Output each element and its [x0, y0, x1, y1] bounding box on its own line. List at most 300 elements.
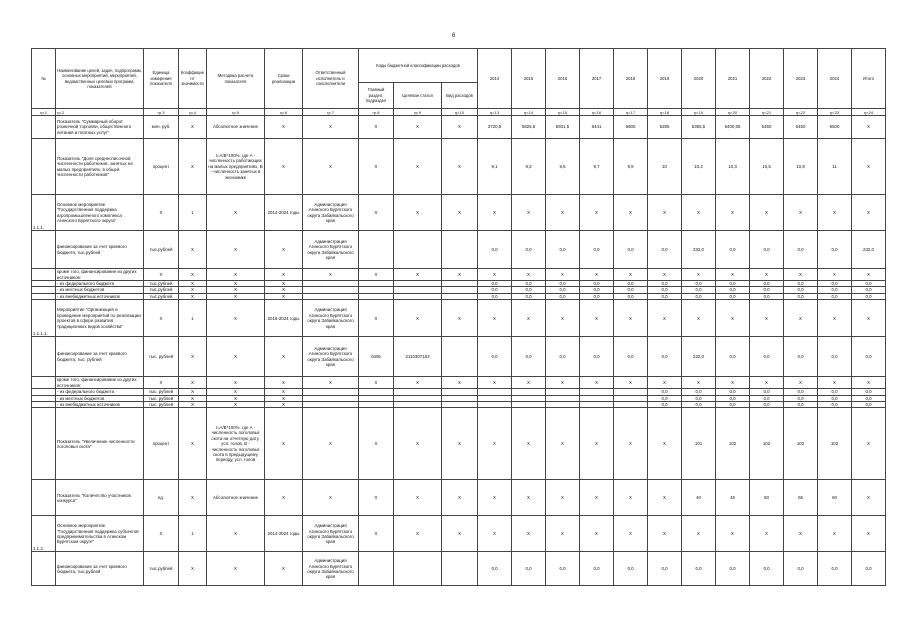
year-value-cell: Х: [852, 116, 886, 139]
table-cell: тыс.рублей: [144, 281, 179, 287]
year-value-cell: Х: [818, 377, 852, 389]
table-cell: Х: [179, 389, 207, 395]
table-cell: Х: [303, 480, 359, 516]
row-title: Мероприятие "Организация и проведение мероприятий по реализации проектов в сфере развития традиционных видов хозяйства": [56, 300, 144, 337]
table-cell: Х: [359, 300, 394, 337]
header-year: 2023: [784, 49, 818, 109]
year-value-cell: Х: [852, 408, 886, 480]
table-cell: Администрация Агинского Бурятского округа Забайкальского края: [303, 516, 359, 552]
year-value-cell: 0,0: [478, 337, 512, 377]
year-value-cell: 0,0: [580, 287, 614, 293]
table-cell: Х: [394, 269, 442, 281]
table-cell: Х: [303, 269, 359, 281]
year-value-cell: 0,0: [580, 231, 614, 269]
table-row: [32, 231, 886, 269]
year-value-cell: 0,0: [818, 337, 852, 377]
year-value-cell: Х: [614, 300, 648, 337]
table-cell: Х: [179, 337, 207, 377]
page-number: 6: [452, 33, 456, 39]
year-value-cell: 9,1: [478, 139, 512, 195]
table-cell: Х: [265, 395, 303, 401]
header-year: 2014: [478, 49, 512, 109]
table-cell: Х: [394, 480, 442, 516]
year-value-cell: 0,0: [614, 293, 648, 299]
year-value-cell: 0,0: [818, 389, 852, 395]
year-value-cell: Х: [512, 408, 546, 480]
table-cell: Х: [179, 552, 207, 586]
table-cell: млн. руб.: [144, 116, 179, 139]
table-cell: Х: [265, 287, 303, 293]
year-value-cell: Х: [750, 300, 784, 337]
year-value-cell: Х: [852, 300, 886, 337]
year-value-cell: 5931,5: [546, 116, 580, 139]
table-cell: 2019-2024 годы: [265, 300, 303, 337]
year-value-cell: 6400,05: [716, 116, 750, 139]
year-value-cell: 6600: [614, 116, 648, 139]
row-title: - из местных бюджетов: [56, 395, 144, 401]
column-number: гр.5: [207, 109, 265, 116]
table-cell: Х: [303, 408, 359, 480]
year-value-cell: Х: [784, 377, 818, 389]
year-value-cell: 0,0: [682, 293, 716, 299]
year-value-cell: 0,0: [546, 293, 580, 299]
header-budget-codes: Коды бюджетной классификации расходов: [359, 49, 478, 83]
year-value-cell: Х: [750, 195, 784, 231]
column-number: гр.3: [144, 109, 179, 116]
year-value-cell: Х: [546, 300, 580, 337]
table-cell: Х: [207, 552, 265, 586]
year-value-cell: 0,0: [648, 337, 682, 377]
column-number: гр.22: [784, 109, 818, 116]
year-value-cell: Х: [648, 195, 682, 231]
year-value-cell: 5825,5: [512, 116, 546, 139]
column-number: гр.23: [818, 109, 852, 116]
table-row: [32, 269, 886, 281]
table-cell: Х: [359, 269, 394, 281]
year-value-cell: 0,0: [546, 552, 580, 586]
table-cell: Х: [207, 293, 265, 299]
year-value-cell: 0,0: [750, 281, 784, 287]
table-cell: [394, 552, 442, 586]
year-value-cell: 0,0: [512, 293, 546, 299]
year-value-cell: Х: [852, 516, 886, 552]
year-value-cell: Х: [478, 300, 512, 337]
year-value-cell: 0,0: [818, 287, 852, 293]
year-value-cell: 0,0: [512, 287, 546, 293]
table-cell: [442, 231, 478, 269]
year-value-cell: 0,0: [614, 552, 648, 586]
table-cell: Х: [207, 402, 265, 408]
header-target: Целевая статья: [394, 83, 442, 109]
year-value-cell: 102: [818, 408, 852, 480]
year-value-cell: 0,0: [580, 337, 614, 377]
table-cell: [442, 552, 478, 586]
table-cell: процент: [144, 408, 179, 480]
year-value-cell: Х: [716, 300, 750, 337]
table-cell: Абсолютное значение: [207, 480, 265, 516]
year-value-cell: 0,0: [478, 293, 512, 299]
year-value-cell: Х: [784, 195, 818, 231]
table-cell: Х: [394, 377, 442, 389]
year-value-cell: Х: [648, 480, 682, 516]
year-value-cell: 0,0: [716, 231, 750, 269]
row-index: [32, 139, 56, 195]
row-title: - из внебюджетных источников: [56, 293, 144, 299]
year-value-cell: Х: [478, 269, 512, 281]
year-value-cell: 0,0: [648, 231, 682, 269]
table-cell: Х: [179, 402, 207, 408]
year-value-cell: 0,0: [716, 389, 750, 395]
row-title: - из федерального бюджета: [56, 281, 144, 287]
table-row: [32, 195, 886, 231]
year-value-cell: Х: [580, 408, 614, 480]
table-cell: 2110307163: [394, 337, 442, 377]
table-cell: Х: [394, 516, 442, 552]
table-cell: Х: [265, 389, 303, 395]
row-index: 1.1.2.: [32, 516, 56, 552]
table-cell: тыс. рублей: [144, 402, 179, 408]
table-cell: тыс.рублей: [144, 293, 179, 299]
table-cell: Администрация Агинского Бурятского округа Забайкальского края: [303, 337, 359, 377]
year-value-cell: Х: [784, 300, 818, 337]
column-number: гр.8: [359, 109, 394, 116]
year-value-cell: Х: [784, 269, 818, 281]
year-value-cell: 0,0: [682, 552, 716, 586]
year-value-cell: 0,0: [852, 552, 886, 586]
column-number: гр.4: [179, 109, 207, 116]
year-value-cell: 0,0: [818, 402, 852, 408]
year-value-cell: Х: [682, 300, 716, 337]
table-cell: Х: [359, 516, 394, 552]
table-cell: тыс. рублей: [144, 337, 179, 377]
year-value-cell: 0,0: [512, 552, 546, 586]
year-value-cell: Х: [512, 300, 546, 337]
year-value-cell: 0,0: [648, 293, 682, 299]
header-coef: Коэффициент значимости: [179, 49, 207, 109]
year-value-cell: Х: [478, 377, 512, 389]
year-value-cell: 0,0: [750, 395, 784, 401]
table-cell: Х: [207, 300, 265, 337]
table-cell: 2014-2024 годы: [265, 516, 303, 552]
year-value-cell: 0,0: [682, 402, 716, 408]
year-value-cell: 6355,5: [682, 116, 716, 139]
year-value-cell: 0,0: [648, 395, 682, 401]
row-index: [32, 337, 56, 377]
table-cell: тыс. рублей: [144, 395, 179, 401]
year-value-cell: 0,0: [852, 293, 886, 299]
header-year: 2018: [614, 49, 648, 109]
year-value-cell: 9,7: [580, 139, 614, 195]
row-title: Показатель "Увеличение численности поголовья скота": [56, 408, 144, 480]
table-cell: Х: [394, 300, 442, 337]
year-value-cell: Х: [852, 480, 886, 516]
column-number: гр.9: [394, 109, 442, 116]
table-cell: Х: [207, 281, 265, 287]
table-cell: Х: [359, 408, 394, 480]
year-value-cell: 232,0: [682, 337, 716, 377]
column-number: гр.13: [478, 109, 512, 116]
table-cell: тыс.рублей: [144, 552, 179, 586]
year-value-cell: 10: [648, 139, 682, 195]
column-number: гр.1: [32, 109, 56, 116]
table-cell: Х: [359, 116, 394, 139]
table-cell: Х: [207, 337, 265, 377]
year-value-cell: 102: [750, 408, 784, 480]
year-value-cell: Х: [818, 516, 852, 552]
row-title: финансирование за счет краевого бюджета, тыс.рублей: [56, 231, 144, 269]
table-cell: Х: [179, 231, 207, 269]
year-value-cell: Х: [614, 480, 648, 516]
table-row: [32, 516, 886, 552]
table-cell: Администрация Агинского Бурятского округа Забайкальского края: [303, 552, 359, 586]
year-value-cell: Х: [614, 269, 648, 281]
year-value-cell: 0,0: [784, 402, 818, 408]
year-value-cell: 0,0: [478, 231, 512, 269]
year-value-cell: Х: [852, 195, 886, 231]
table-cell: Х: [442, 408, 478, 480]
column-number: гр.17: [614, 109, 648, 116]
year-value-cell: Х: [580, 516, 614, 552]
table-cell: Х: [179, 293, 207, 299]
column-number: гр.20: [716, 109, 750, 116]
year-value-cell: Х: [648, 377, 682, 389]
column-number: гр.16: [580, 109, 614, 116]
year-value-cell: 0,0: [546, 337, 580, 377]
table-cell: процент: [144, 139, 179, 195]
year-value-cell: Х: [614, 516, 648, 552]
table-row: [32, 377, 886, 389]
year-value-cell: Х: [512, 195, 546, 231]
year-value-cell: Х: [648, 516, 682, 552]
header-method: Методика расчета показателя: [207, 49, 265, 109]
year-value-cell: 0,0: [512, 337, 546, 377]
table-cell: Х: [359, 377, 394, 389]
year-value-cell: 9,9: [614, 139, 648, 195]
year-value-cell: Х: [614, 408, 648, 480]
year-value-cell: 0,0: [852, 287, 886, 293]
year-value-cell: 0,0: [546, 287, 580, 293]
table-cell: I=A/B*100%, где А - численность поголовья скота на отчетную дату, усл. голов, В - численность поголовья скота в предыдущему периоду, усл. голов: [207, 408, 265, 480]
year-value-cell: 9,3: [512, 139, 546, 195]
table-cell: Х: [179, 139, 207, 195]
row-index: [32, 552, 56, 586]
year-value-cell: 10,8: [784, 139, 818, 195]
table-cell: Х: [359, 195, 394, 231]
year-value-cell: Х: [546, 377, 580, 389]
table-cell: Х: [144, 377, 179, 389]
year-value-cell: 0,0: [750, 552, 784, 586]
table-cell: Х: [442, 195, 478, 231]
table-cell: Х: [442, 480, 478, 516]
header-year: 2017: [580, 49, 614, 109]
year-value-cell: 10,3: [716, 139, 750, 195]
year-value-cell: 0,0: [784, 337, 818, 377]
year-value-cell: Х: [682, 195, 716, 231]
year-value-cell: Х: [852, 139, 886, 195]
year-value-cell: 6441: [580, 116, 614, 139]
row-title: кроме того, финансирование из других источников:: [56, 377, 144, 389]
table-cell: Х: [442, 377, 478, 389]
header-total: Итого: [852, 49, 886, 109]
year-value-cell: 10,2: [682, 139, 716, 195]
table-cell: Х: [179, 281, 207, 287]
year-value-cell: 0,0: [478, 287, 512, 293]
year-value-cell: 0,0: [750, 231, 784, 269]
year-value-cell: 0,0: [784, 281, 818, 287]
year-value-cell: 0,0: [614, 287, 648, 293]
year-value-cell: 0,0: [784, 389, 818, 395]
row-title: Показатель "Количество участников конкурса": [56, 480, 144, 516]
header-year: 2019: [648, 49, 682, 109]
year-value-cell: 0,0: [716, 395, 750, 401]
table-cell: Х: [265, 408, 303, 480]
year-value-cell: Х: [546, 269, 580, 281]
year-value-cell: Х: [716, 195, 750, 231]
year-value-cell: Х: [682, 516, 716, 552]
year-value-cell: 0,0: [546, 231, 580, 269]
row-title: Показатель "Доля среднесписочной численности работников, занятых на малых предприятиях, в общей численности работников": [56, 139, 144, 195]
row-title: Основное мероприятие "Государственная поддержка субъектов предпринимательства в Агинском Бурятском округе": [56, 516, 144, 552]
year-value-cell: 0,0: [648, 281, 682, 287]
year-value-cell: Х: [716, 377, 750, 389]
year-value-cell: 0,0: [818, 395, 852, 401]
column-number: гр.21: [750, 109, 784, 116]
row-title: - из внебюджетных источников: [56, 402, 144, 408]
table-cell: Х: [265, 231, 303, 269]
table-cell: Х: [265, 552, 303, 586]
table-row: [32, 552, 886, 586]
year-value-cell: Х: [580, 269, 614, 281]
table-cell: Х: [303, 377, 359, 389]
table-cell: 2014-2024 годы: [265, 195, 303, 231]
year-value-cell: 0,0: [784, 395, 818, 401]
program-table: [31, 48, 886, 586]
table-cell: Х: [359, 139, 394, 195]
year-value-cell: Х: [478, 195, 512, 231]
year-value-cell: Х: [682, 269, 716, 281]
year-value-cell: Х: [818, 269, 852, 281]
year-value-cell: 0,0: [648, 389, 682, 395]
year-value-cell: Х: [648, 269, 682, 281]
year-value-cell: 0,0: [614, 231, 648, 269]
header-year: 2022: [750, 49, 784, 109]
row-index: 1.1.1.: [32, 195, 56, 231]
table-cell: 1: [179, 300, 207, 337]
table-cell: Х: [179, 408, 207, 480]
row-title: - из местных бюджетов: [56, 287, 144, 293]
year-value-cell: Х: [512, 269, 546, 281]
year-value-cell: 0,0: [614, 337, 648, 377]
year-value-cell: Х: [580, 377, 614, 389]
column-number: гр.7: [303, 109, 359, 116]
table-cell: Х: [144, 195, 179, 231]
year-value-cell: 6285: [648, 116, 682, 139]
year-value-cell: 0,0: [818, 231, 852, 269]
row-title: Показатель "Суммарный оборот розничной торговли, общественного питания и платных услуг": [56, 116, 144, 139]
header-period: Сроки реализации: [265, 49, 303, 109]
row-title: Основное мероприятие "Государственная поддержка агропромышленного комплекса Агинского Бурятского округа": [56, 195, 144, 231]
table-cell: Х: [303, 116, 359, 139]
header-unit: Единица измерения показателя: [144, 49, 179, 109]
table-cell: 1: [179, 195, 207, 231]
row-index: [32, 408, 56, 480]
table-cell: Х: [442, 139, 478, 195]
year-value-cell: 55: [784, 480, 818, 516]
table-cell: Х: [442, 516, 478, 552]
year-value-cell: Х: [852, 377, 886, 389]
table-cell: Х: [394, 195, 442, 231]
table-cell: Х: [207, 231, 265, 269]
table-cell: Х: [265, 402, 303, 408]
table-cell: Х: [265, 116, 303, 139]
year-value-cell: Х: [818, 300, 852, 337]
table-cell: Х: [394, 408, 442, 480]
year-value-cell: Х: [784, 516, 818, 552]
column-number: гр.6: [265, 109, 303, 116]
table-row: [32, 408, 886, 480]
row-title: - из федерального бюджета: [56, 389, 144, 395]
column-number: гр.19: [682, 109, 716, 116]
year-value-cell: 11: [818, 139, 852, 195]
year-value-cell: Х: [750, 516, 784, 552]
year-value-cell: 0,0: [784, 552, 818, 586]
year-value-cell: Х: [750, 269, 784, 281]
table-cell: Х: [394, 139, 442, 195]
year-value-cell: 0,0: [852, 281, 886, 287]
table-cell: тыс.рублей: [144, 287, 179, 293]
table-cell: [442, 337, 478, 377]
row-title: финансирование за счет краевого бюджета, тыс. рублей: [56, 337, 144, 377]
year-value-cell: Х: [546, 516, 580, 552]
table-cell: Х: [144, 300, 179, 337]
year-value-cell: 0,0: [614, 281, 648, 287]
year-value-cell: Х: [682, 377, 716, 389]
table-cell: ед.: [144, 480, 179, 516]
year-value-cell: Х: [648, 300, 682, 337]
year-value-cell: 0,0: [682, 287, 716, 293]
header-name: Наименование целей, задач, подпрограмм, основных мероприятий, мероприятий, ведомственных целевых программ, показателей: [56, 49, 144, 109]
year-value-cell: Х: [614, 195, 648, 231]
table-row: [32, 300, 886, 337]
table-cell: Х: [359, 480, 394, 516]
table-cell: Х: [144, 269, 179, 281]
year-value-cell: 0,0: [580, 293, 614, 299]
table-row: [32, 337, 886, 377]
column-number: гр.15: [546, 109, 580, 116]
year-value-cell: 0,0: [818, 281, 852, 287]
year-value-cell: 0,0: [716, 287, 750, 293]
table-cell: Х: [442, 300, 478, 337]
year-value-cell: 0,0: [750, 287, 784, 293]
year-value-cell: Х: [478, 408, 512, 480]
year-value-cell: Х: [546, 408, 580, 480]
year-value-cell: 0,0: [852, 389, 886, 395]
column-number: гр.24: [852, 109, 886, 116]
column-number: гр.2: [56, 109, 144, 116]
year-value-cell: Х: [818, 195, 852, 231]
header-year: 2021: [716, 49, 750, 109]
header-num: №: [32, 49, 56, 109]
year-value-cell: Х: [614, 377, 648, 389]
year-value-cell: Х: [512, 480, 546, 516]
header-responsible: Ответственный исполнитель и соисполнители: [303, 49, 359, 109]
year-value-cell: Х: [716, 269, 750, 281]
year-value-cell: 0,0: [750, 293, 784, 299]
table-row: [32, 139, 886, 195]
table-cell: 0405: [359, 337, 394, 377]
year-value-cell: Х: [546, 480, 580, 516]
row-index: [32, 377, 56, 389]
